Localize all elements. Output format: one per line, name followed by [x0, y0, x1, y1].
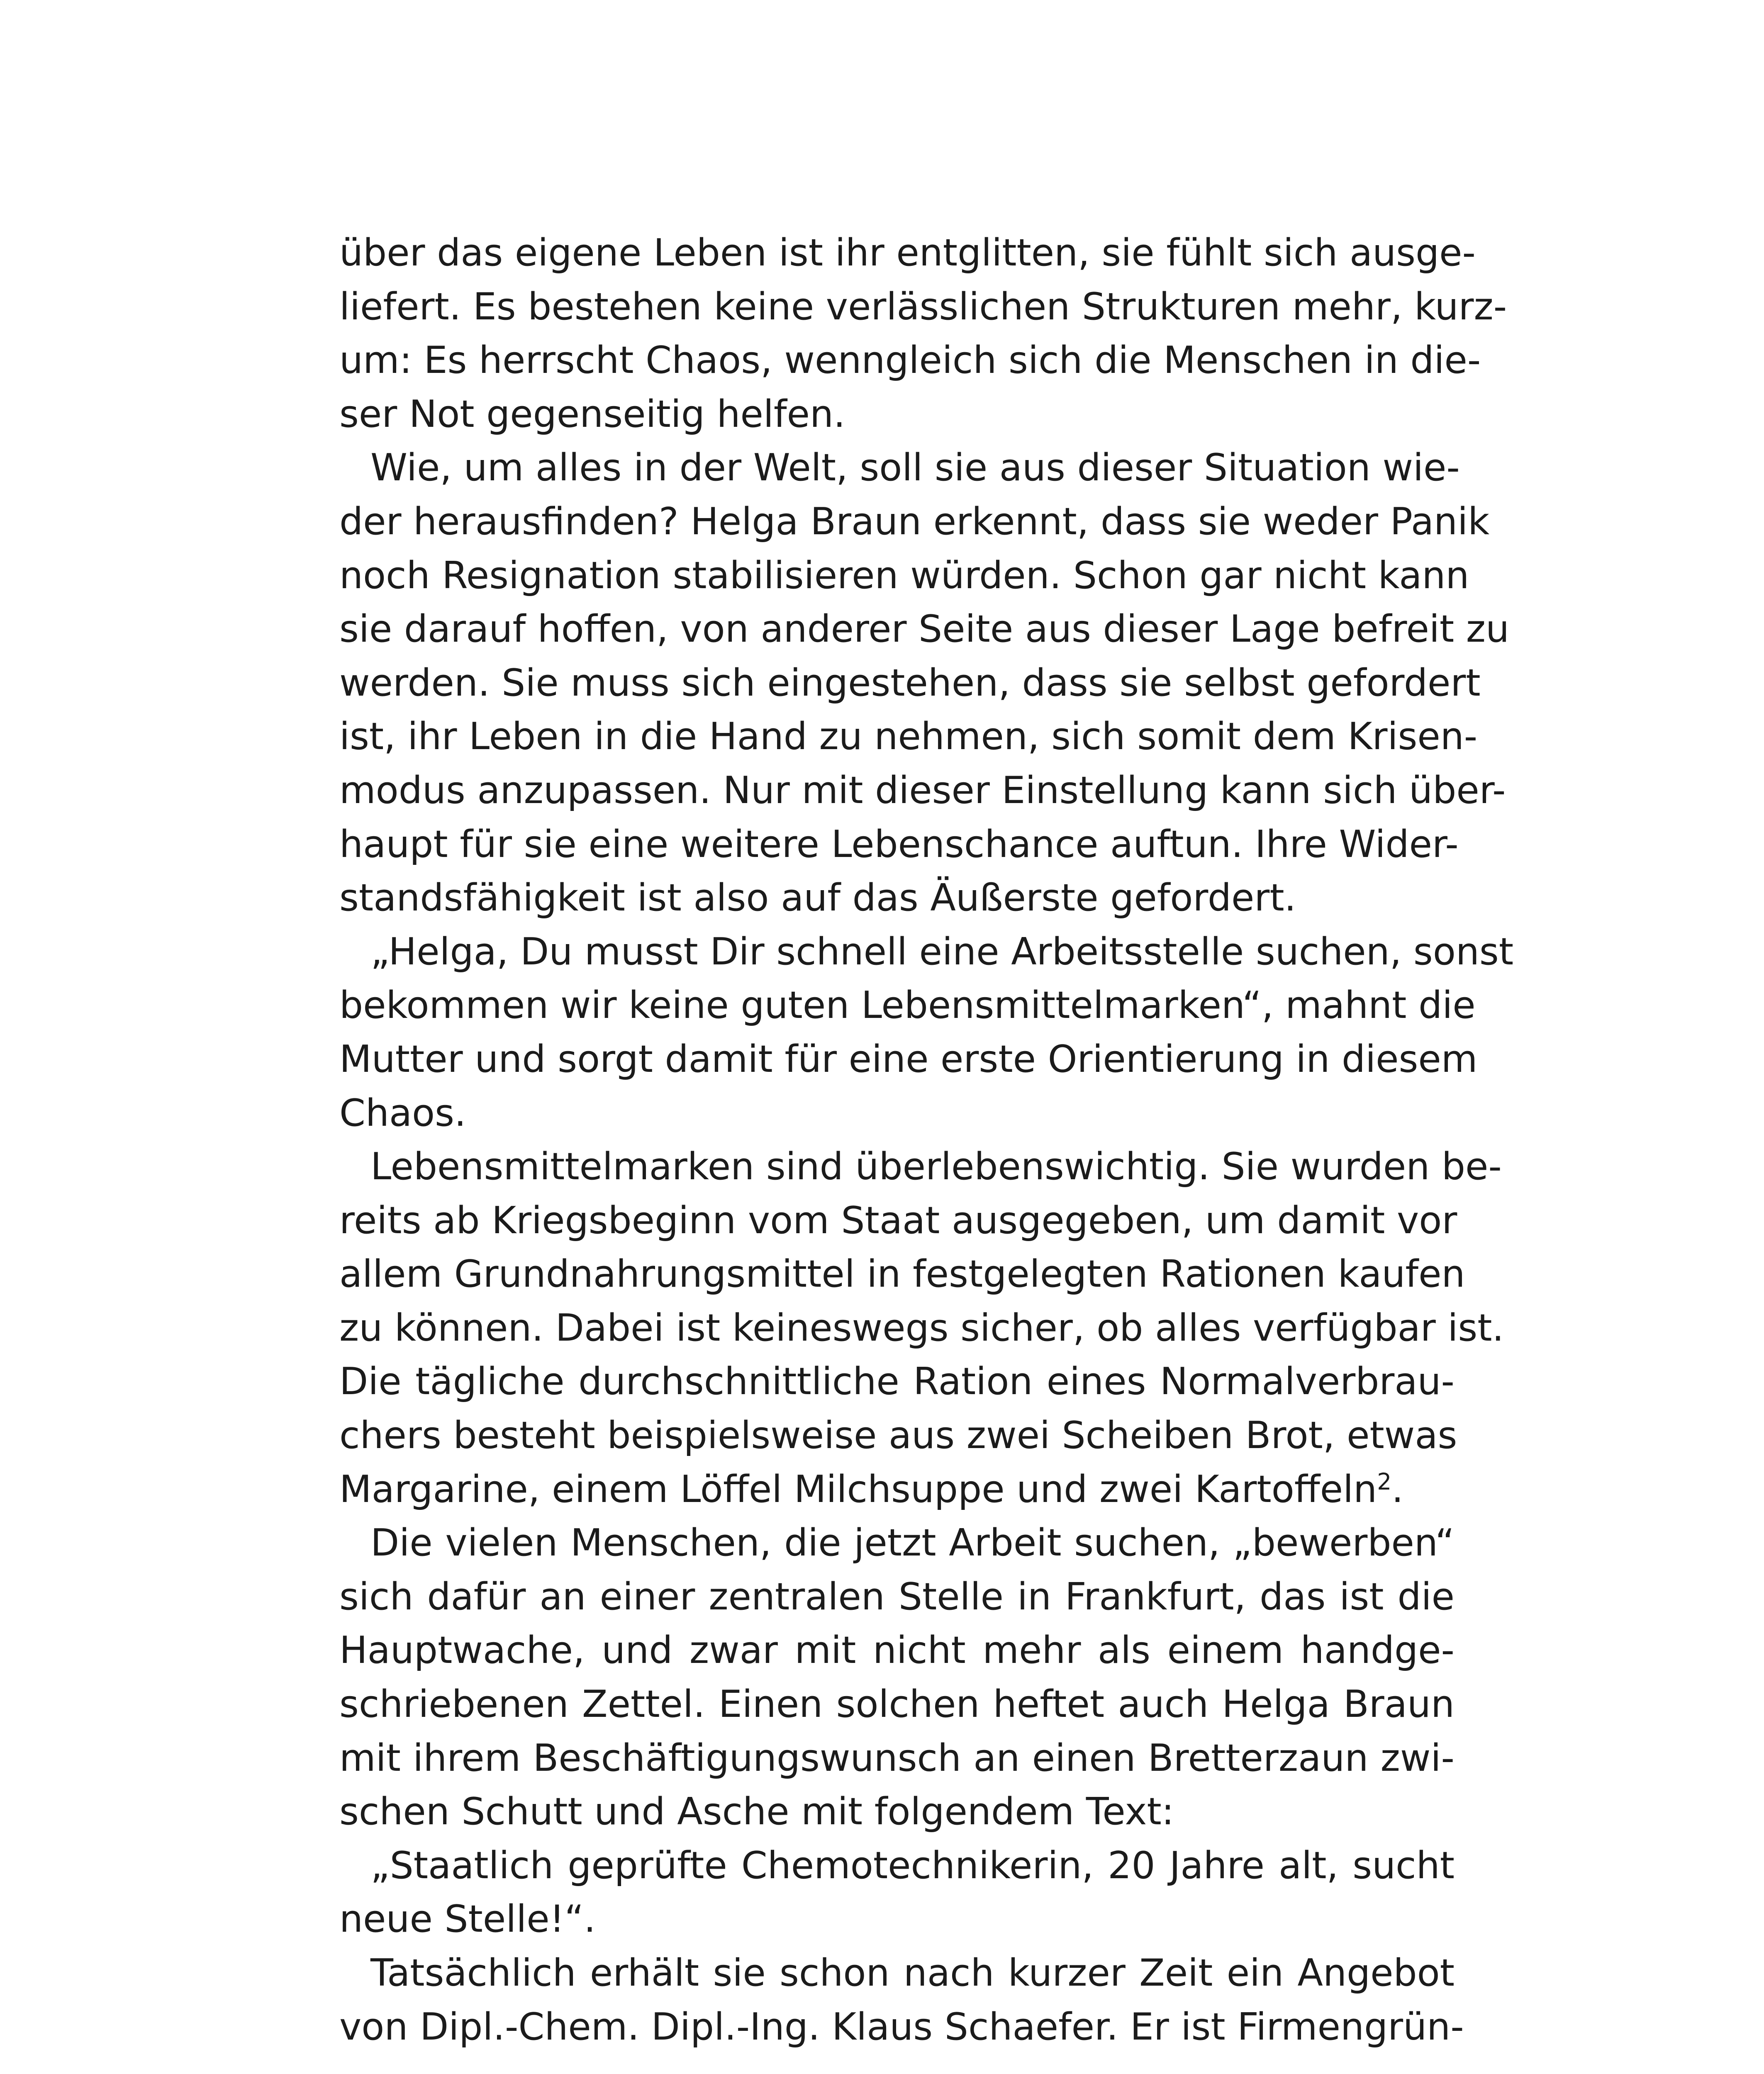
text-line: Die tägliche durchschnittliche Ration eines Normalverbrau- — [339, 1360, 1455, 1404]
paragraph-6 — [339, 1839, 1455, 1946]
text-line: werden. Sie muss sich eingestehen, dass sie selbst gefordert — [339, 661, 1481, 705]
paragraph-1 — [339, 226, 1507, 441]
text-line: Mutter und sorgt damit für eine erste Orientierung in diesem — [339, 1037, 1478, 1081]
text-line: modus anzupassen. Nur mit dieser Einstellung kann sich über- — [339, 768, 1506, 812]
text-line: sich dafür an einer zentralen Stelle in Frankfurt, das ist die — [339, 1575, 1455, 1619]
text-line: neue Stelle!“. — [339, 1897, 596, 1941]
text-line: „Helga, Du musst Dir schnell eine Arbeitsstelle suchen, sonst — [370, 930, 1514, 974]
text-line: ser Not gegenseitig helfen. — [339, 392, 845, 436]
text-line: noch Resignation stabilisieren würden. Schon gar nicht kann — [339, 553, 1469, 597]
text-line: mit ihrem Beschäftigungswunsch an einen Bretterzaun zwi- — [339, 1736, 1455, 1780]
text-line: chers besteht beispielsweise aus zwei Scheiben Brot, etwas — [339, 1414, 1457, 1458]
text-line: Wie, um alles in der Welt, soll sie aus dieser Situation wie- — [370, 446, 1460, 490]
text-line: Die vielen Menschen, die jetzt Arbeit suchen, „bewerben“ — [370, 1521, 1455, 1565]
text-line: haupt für sie eine weitere Lebenschance auftun. Ihre Wider- — [339, 822, 1459, 866]
text-line-with-footnote — [339, 1463, 1455, 1517]
text-line: „Staatlich geprüfte Chemotechnikerin, 20 Jahre alt, sucht — [370, 1843, 1455, 1887]
text-line: Chaos. — [339, 1091, 466, 1135]
text-line: Lebensmittelmarken sind überlebenswichtig. Sie wurden be- — [370, 1145, 1502, 1189]
text-line: liefert. Es bestehen keine verlässlichen Strukturen mehr, kurz- — [339, 285, 1507, 329]
text-line: bekommen wir keine guten Lebensmittelmarken“, mahnt die — [339, 983, 1476, 1027]
body-text — [339, 226, 1514, 2054]
text-line: um: Es herrscht Chaos, wenngleich sich die Menschen in die- — [339, 338, 1481, 382]
text-line: Tatsächlich erhält sie schon nach kurzer Zeit ein Angebot — [370, 1951, 1455, 1995]
text-line: allem Grundnahrungsmittel in festgelegten Rationen kaufen — [339, 1252, 1465, 1296]
text-line: schriebenen Zettel. Einen solchen heftet auch Helga Braun — [339, 1682, 1455, 1726]
text-line: zu können. Dabei ist keineswegs sicher, ob alles verfügbar ist. — [339, 1306, 1504, 1350]
text-line: ist, ihr Leben in die Hand zu nehmen, sich somit dem Krisen- — [339, 715, 1478, 759]
text-line: standsfähigkeit ist also auf das Äußerste gefordert. — [339, 876, 1296, 920]
footnote-reference: 2 — [1377, 1468, 1392, 1495]
text-line: reits ab Kriegsbeginn vom Staat ausgegeben, um damit vor — [339, 1198, 1457, 1242]
text-line: sie darauf hoffen, von anderer Seite aus dieser Lage befreit zu — [339, 607, 1510, 651]
footnote-trailing-punctuation: . — [1391, 1467, 1403, 1511]
paragraph-5 — [339, 1516, 1455, 1839]
paragraph-3 — [339, 925, 1514, 1140]
text-line: Hauptwache, und zwar mit nicht mehr als einem handge- — [339, 1629, 1455, 1672]
paragraph-2 — [339, 441, 1510, 925]
paragraph-7 — [339, 1946, 1464, 2054]
paragraph-4 — [339, 1140, 1504, 1516]
text-line: von Dipl.-Chem. Dipl.-Ing. Klaus Schaefer. Er ist Firmengrün- — [339, 2005, 1464, 2049]
text-line: schen Schutt und Asche mit folgendem Text: — [339, 1790, 1174, 1834]
text-line: der herausfinden? Helga Braun erkennt, dass sie weder Panik — [339, 499, 1490, 543]
text-line: Margarine, einem Löffel Milchsuppe und zwei Kartoffeln — [339, 1467, 1377, 1511]
text-line: über das eigene Leben ist ihr entglitten, sie fühlt sich ausge- — [339, 231, 1476, 275]
